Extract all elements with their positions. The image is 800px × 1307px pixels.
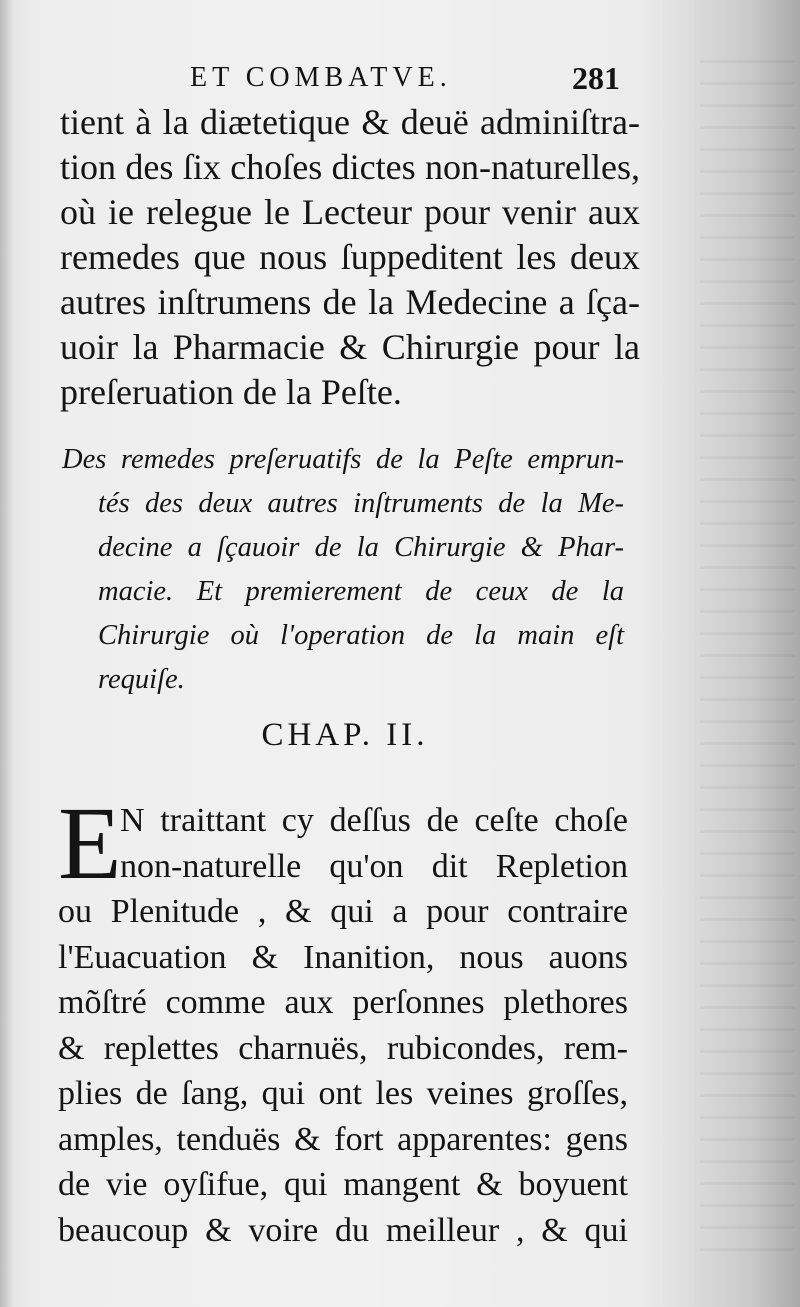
summary-line: tés des deux autres inſtruments de la Me-: [98, 488, 624, 519]
page-gutter-shadow: [0, 0, 14, 1307]
chapter-line: N traittant cy deſſus de ceſte choſe: [120, 802, 628, 839]
chapter-line: mõſtré comme aux perſonnes plethores: [58, 984, 628, 1021]
chapter-line: ou Plenitude , & qui a pour contraire: [58, 893, 628, 930]
chapter-line: & replettes charnuës, rubicondes, rem-: [58, 1029, 628, 1067]
text-line: remedes que nous ſuppeditent les deux: [60, 237, 640, 277]
text-line: tion des ſix choſes dictes non-naturelles,: [60, 147, 640, 187]
summary-line: Des remedes preſeruatifs de la Peſte emprun-: [62, 444, 624, 475]
section-summary: [62, 438, 624, 702]
drop-cap: E: [58, 786, 122, 901]
body-paragraph: [60, 100, 640, 415]
show-through-bleed: [700, 60, 795, 1260]
chapter-line: beaucoup & voire du meilleur , & qui: [58, 1211, 628, 1249]
chapter-line: amples, tenduës & fort apparentes: gens: [58, 1120, 628, 1158]
chapter-body: [58, 786, 628, 1253]
running-head: ET COMBATVE.: [190, 62, 452, 93]
page-number: 281: [572, 60, 620, 96]
chapter-line: non-naturelle qu'on dit Repletion: [120, 847, 628, 885]
chapter-title: CHAP. II.: [261, 717, 429, 753]
chapter-line: de vie oyſifue, qui mangent & boyuent: [58, 1166, 628, 1203]
chapter-line: plies de ſang, qui ont les veines groſſes,: [58, 1075, 628, 1112]
text-line: tient à la diætetique & deuë adminiſtra-: [60, 102, 640, 142]
summary-line: Chirurgie où l'operation de la main eſt: [98, 620, 624, 651]
summary-line: requiſe.: [98, 664, 185, 695]
text-line: uoir la Pharmacie & Chirurgie pour la: [60, 327, 640, 367]
text-line: où ie relegue le Lecteur pour venir aux: [60, 192, 640, 232]
summary-line: decine a ſçauoir de la Chirurgie & Phar-: [98, 532, 624, 563]
chapter-line: l'Euacuation & Inanition, nous auons: [58, 938, 628, 976]
text-line: autres inſtrumens de la Medecine a ſça-: [60, 282, 640, 322]
page-header: [0, 58, 800, 98]
summary-line: macie. Et premierement de ceux de la: [98, 576, 624, 607]
text-line: preſeruation de la Peſte.: [60, 372, 402, 412]
